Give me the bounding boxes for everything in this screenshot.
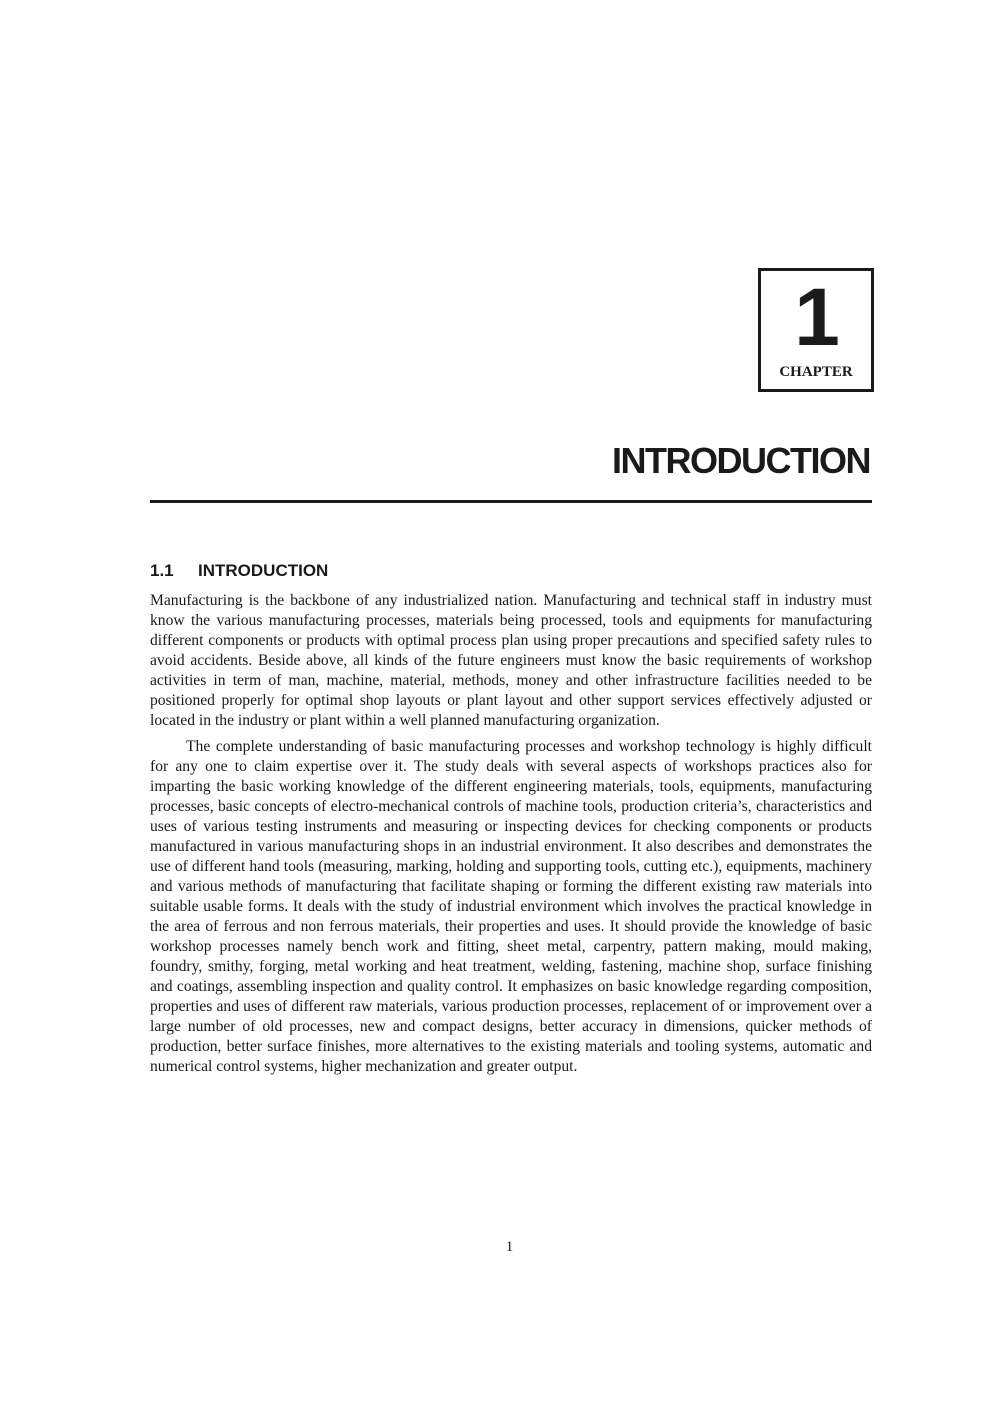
page-number: 1 bbox=[505, 1239, 514, 1255]
section-heading bbox=[150, 560, 328, 582]
chapter-label: CHAPTER bbox=[779, 364, 853, 380]
section-title: INTRODUCTION bbox=[198, 561, 329, 580]
paragraph: Manufacturing is the backbone of any industrialized nation. Manufacturing and technical staff in industry must know the various manufacturing processes, materials being processed, tools and equipments for manufacturing different components or products with optimal process plan using proper precautions and specified safety rules to avoid accidents. Beside above, all kinds of the future engineers must know the basic requirements of workshop activities in term of man, machine, material, methods, money and other infrastructure facilities needed to be positioned properly for optimal shop layouts or plant layout and other support services effectively adjusted or located in the industry or plant within a well planned manufacturing organization. bbox=[150, 592, 872, 729]
section-number: 1.1 bbox=[150, 561, 174, 580]
title-divider bbox=[150, 500, 872, 503]
chapter-number: 1 bbox=[794, 272, 838, 363]
chapter-number-box bbox=[758, 268, 874, 392]
body-text bbox=[150, 591, 872, 1077]
paragraph: The complete understanding of basic manufacturing processes and workshop technology is highly difficult for any one to claim expertise over it. The study deals with several aspects of workshops practices also for imparting the basic working knowledge of the different engineering materials, tools, equipments, manufacturing processes, basic concepts of electro-mechanical controls of machine tools, production criteria’s, characteristics and uses of various testing instruments and measuring or inspecting devices for checking components or products manufactured in various manufacturing shops in an industrial environment. It also describes and demonstrates the use of different hand tools (measuring, marking, holding and supporting tools, cutting etc.), equipments, machinery and various methods of manufacturing that facilitate shaping or forming the different existing raw materials into suitable usable forms. It deals with the study of industrial environment which involves the practical knowledge in the area of ferrous and non ferrous materials, their properties and uses. It should provide the knowledge of basic workshop processes namely bench work and fitting, sheet metal, carpentry, pattern making, mould making, foundry, smithy, forging, metal working and heat treatment, welding, fastening, machine shop, surface finishing and coatings, assembling inspection and quality control. It emphasizes on basic knowledge regarding composition, properties and uses of different raw materials, various production processes, replacement of or improvement over a large number of old processes, new and compact designs, better accuracy in dimensions, quicker methods of production, better surface finishes, more alternatives to the existing materials and tooling systems, automatic and numerical control systems, higher mechanization and greater output. bbox=[150, 738, 872, 1075]
chapter-title: INTRODUCTION bbox=[612, 440, 870, 481]
